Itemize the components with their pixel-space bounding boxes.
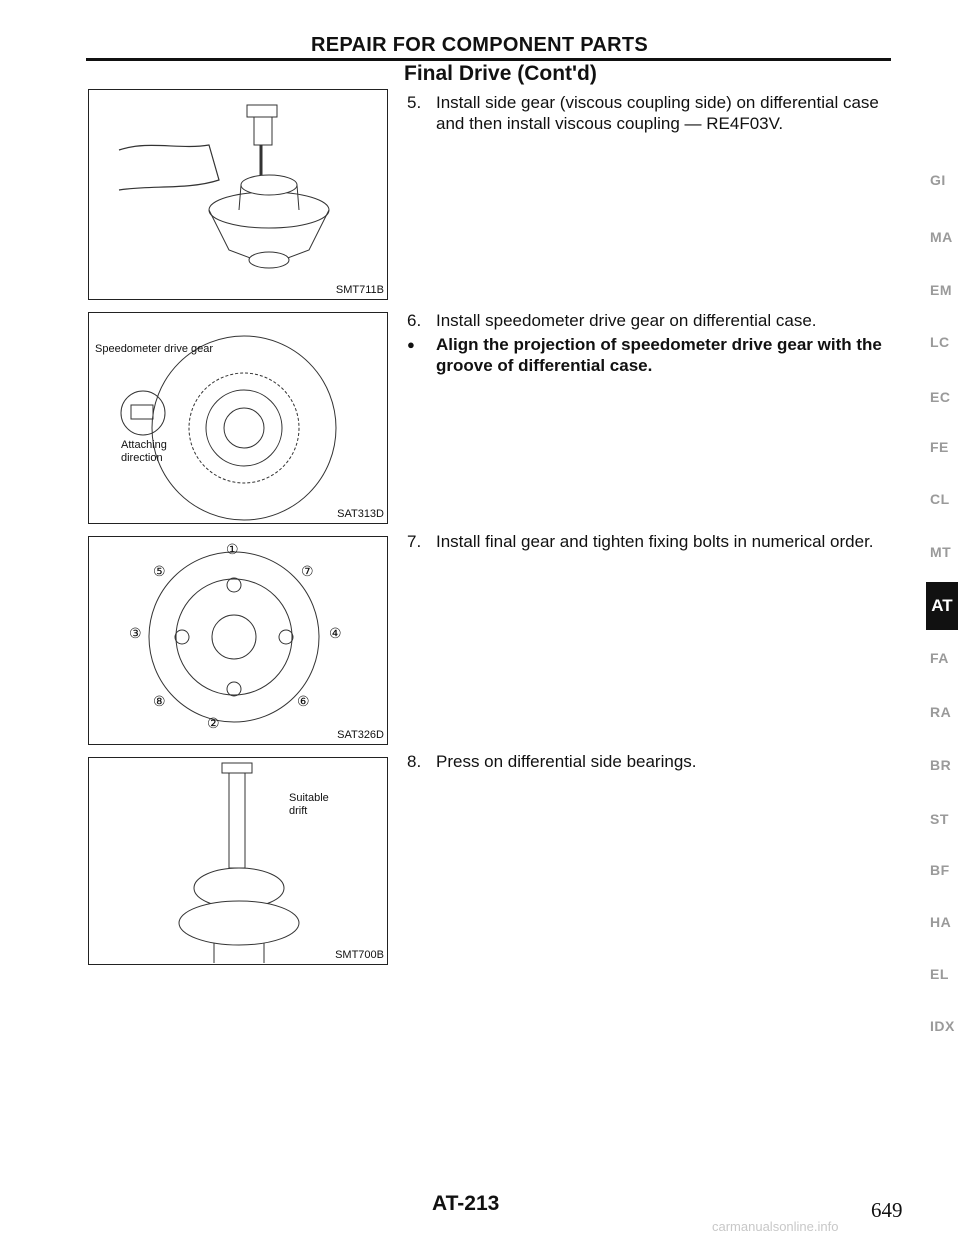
drift-label: drift bbox=[289, 805, 308, 817]
figure-code: SAT326D bbox=[337, 729, 384, 741]
side-tab-ha[interactable]: HA bbox=[930, 914, 952, 930]
bolt-number-3: ③ bbox=[129, 625, 142, 641]
bearing-press-illustration bbox=[89, 758, 387, 964]
viscous-coupling-illustration bbox=[89, 90, 387, 299]
figure-smt700b bbox=[88, 757, 388, 965]
side-tab-at-active[interactable]: AT bbox=[926, 582, 958, 630]
bolt-number-5: ⑤ bbox=[153, 563, 166, 579]
step-text: Install final gear and tighten fixing bolts in numerical order. bbox=[436, 532, 874, 551]
side-tab-bf[interactable]: BF bbox=[930, 862, 950, 878]
side-tab-gi[interactable]: GI bbox=[930, 172, 946, 188]
attaching-label: Attaching bbox=[121, 439, 167, 451]
side-tab-mt[interactable]: MT bbox=[930, 544, 952, 560]
direction-label: direction bbox=[121, 452, 163, 464]
bolt-number-1: ① bbox=[226, 541, 239, 557]
step-text: Align the projection of speedometer drive gear with the groove of differential case. bbox=[436, 335, 882, 375]
side-tab-ec[interactable]: EC bbox=[930, 389, 951, 405]
side-tab-st[interactable]: ST bbox=[930, 811, 949, 827]
bolt-number-2: ② bbox=[207, 715, 220, 731]
bullet-icon: ● bbox=[407, 337, 415, 352]
page-number: 649 bbox=[871, 1198, 903, 1222]
figure-smt711b bbox=[88, 89, 388, 300]
bolt-number-4: ④ bbox=[329, 625, 342, 641]
side-tab-ra[interactable]: RA bbox=[930, 704, 952, 720]
step-number: 6. bbox=[407, 311, 422, 330]
side-tab-lc[interactable]: LC bbox=[930, 334, 950, 350]
side-tab-br[interactable]: BR bbox=[930, 757, 952, 773]
side-tab-cl[interactable]: CL bbox=[930, 491, 950, 507]
figure-code: SMT711B bbox=[335, 284, 384, 296]
bolt-number-6: ⑥ bbox=[297, 693, 310, 709]
side-tab-ma[interactable]: MA bbox=[930, 229, 953, 245]
step-text: Press on differential side bearings. bbox=[436, 752, 697, 771]
step-number: 8. bbox=[407, 752, 422, 771]
figure-sat326d bbox=[88, 536, 388, 745]
step-text: Install side gear (viscous coupling side) on differential case and then install viscous coupling — RE4F03V. bbox=[436, 93, 879, 133]
side-tab-fa[interactable]: FA bbox=[930, 650, 949, 666]
section-title: Final Drive (Cont'd) bbox=[404, 62, 597, 85]
step-number: 7. bbox=[407, 532, 422, 551]
side-tab-idx[interactable]: IDX bbox=[930, 1018, 955, 1034]
watermark: carmanualsonline.info bbox=[712, 1219, 839, 1234]
speedometer-gear-label: Speedometer drive gear bbox=[95, 343, 214, 355]
figure-sat313d bbox=[88, 312, 388, 524]
side-tab-em[interactable]: EM bbox=[930, 282, 952, 298]
side-tab-fe[interactable]: FE bbox=[930, 439, 949, 455]
bolt-number-8: ⑧ bbox=[153, 693, 166, 709]
suitable-label: Suitable bbox=[289, 792, 329, 804]
step-text: Install speedometer drive gear on differential case. bbox=[436, 311, 817, 330]
bolt-number-7: ⑦ bbox=[301, 563, 314, 579]
page-header-title: REPAIR FOR COMPONENT PARTS bbox=[311, 34, 649, 56]
header-rule bbox=[86, 58, 891, 61]
figure-code: SMT700B bbox=[335, 949, 384, 961]
step-number: 5. bbox=[407, 93, 422, 112]
figure-code: SAT313D bbox=[337, 508, 384, 520]
page-code: AT-213 bbox=[432, 1192, 500, 1215]
side-tab-el[interactable]: EL bbox=[930, 966, 949, 982]
